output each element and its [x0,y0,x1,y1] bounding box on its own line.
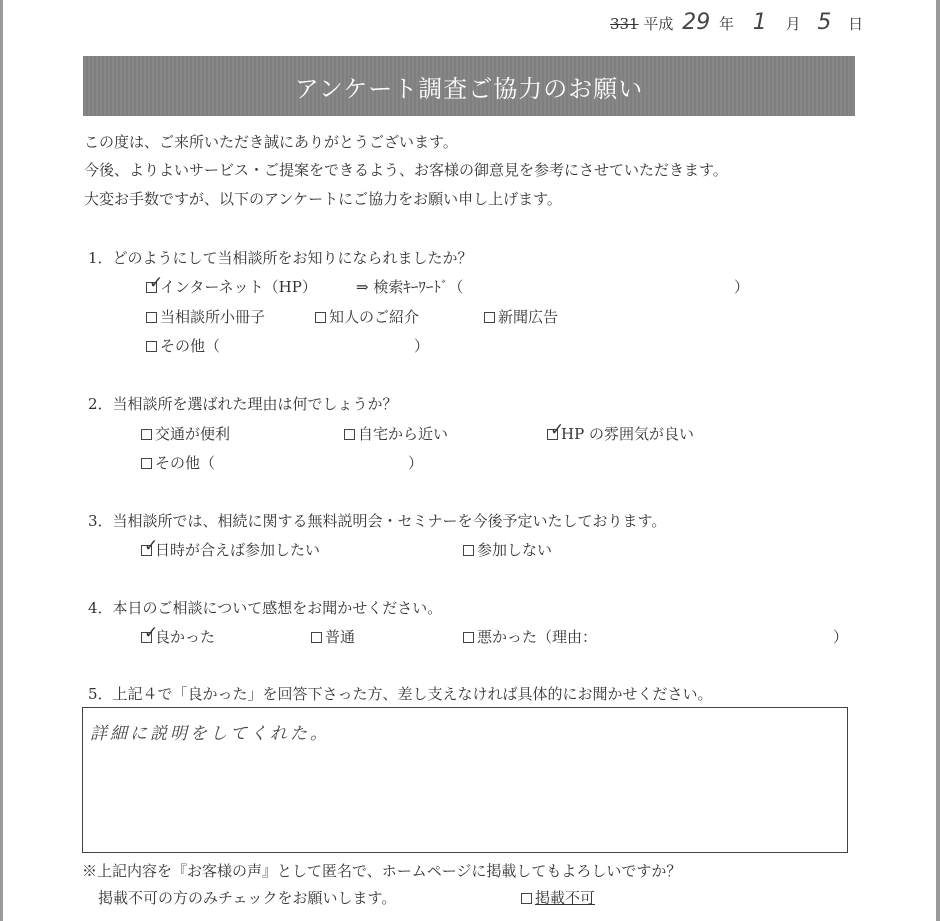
checkbox[interactable] [315,312,326,323]
q4-bad-close: ） [833,628,849,646]
title-banner: アンケート調査ご協力のお願い [83,56,855,116]
q2-other-close: ） [408,454,424,472]
checkbox[interactable] [311,632,322,643]
footer-option-no-publish[interactable]: 掲載不可 [521,889,595,907]
q5-answer-box[interactable] [82,707,848,853]
checkbox[interactable] [344,429,355,440]
q1-keyword-label: ⇒ 検索ｷｰﾜｰﾄﾞ（ [356,278,464,296]
q4-option-bad[interactable]: 悪かった（理由： [463,628,597,646]
q1-keyword-close: ） [734,278,750,296]
q4-option-average[interactable]: 普通 [311,628,355,646]
q2-option-other[interactable]: その他（ [141,454,215,472]
checkbox-checked[interactable] [146,273,164,293]
q1-option-referral[interactable]: 知人のご紹介 [315,308,419,326]
q5-handwritten-answer: 詳細に説明をしてくれた。 [90,724,330,744]
year-value: 29 [682,10,711,35]
month-unit: 月 [785,15,801,33]
q1-option-newspaper[interactable]: 新聞広告 [484,308,558,326]
q3-option-attend[interactable]: ✓ 日時が合えば参加したい [141,541,320,559]
q1-option-booklet[interactable]: 当相談所小冊子 [146,308,265,326]
q4-question: 4．本日のご相談について感想をお聞かせください。 [88,599,443,617]
checkbox-checked[interactable] [141,536,159,556]
intro-line-2: 今後、よりよいサービス・ご提案をできるよう、お客様の御意見を参考にさせていただきます。 [84,161,728,179]
q1-question: 1．どのようにして当相談所をお知りになられましたか？ [88,249,473,267]
date-line [610,10,864,35]
checkbox-checked[interactable] [547,420,565,440]
scan-left-edge [0,0,3,921]
intro-line-3: 大変お手数ですが、以下のアンケートにご協力をお願い申し上げます。 [84,190,562,208]
checkmark-icon: ✓ [144,623,159,643]
q1-option-internet[interactable]: ✓ インターネット（HP） [146,278,317,296]
q5-question: 5．上記４で「良かった」を回答下さった方、差し支えなければ具体的にお聞かせください。 [88,685,713,703]
scan-right-edge [936,0,940,921]
checkbox[interactable] [141,458,152,469]
footer-line-2: 掲載不可の方のみチェックをお願いします。 [98,889,397,907]
footer-line-1: ※上記内容を『お客様の声』として匿名で、ホームページに掲載してもよろしいですか？ [82,862,682,880]
day-unit: 日 [848,15,864,33]
checkbox-checked[interactable] [141,623,159,643]
q1-other-close: ） [414,337,430,355]
q3-question: 3．当相談所では、相続に関する無料説明会・セミナーを今後予定いたしております。 [88,512,667,530]
q2-option-near-home[interactable]: 自宅から近い [344,425,448,443]
q1-option-other[interactable]: その他（ [146,337,220,355]
day-value: 5 [817,10,832,35]
checkbox[interactable] [141,429,152,440]
checkmark-icon: ✓ [149,273,164,293]
q2-option-hp-atmosphere[interactable]: ✓ HP の雰囲気が良い [547,425,694,443]
checkbox[interactable] [484,312,495,323]
checkmark-icon: ✓ [144,536,159,556]
checkbox[interactable] [146,312,157,323]
intro-line-1: この度は、ご来所いただき誠にありがとうございます。 [84,133,458,151]
year-unit: 年 [719,15,735,33]
crossed-number: 331 [610,15,639,33]
q4-option-good[interactable]: ✓ 良かった [141,628,215,646]
q2-question: 2．当相談所を選ばれた理由は何でしょうか？ [88,395,398,413]
checkbox[interactable] [146,341,157,352]
checkbox[interactable] [463,632,474,643]
q2-option-transport[interactable]: 交通が便利 [141,425,230,443]
checkmark-icon: ✓ [550,420,565,440]
month-value: 1 [752,10,767,35]
q3-option-not-attend[interactable]: 参加しない [463,541,552,559]
era-label: 平成 [643,15,674,33]
checkbox[interactable] [463,545,474,556]
checkbox[interactable] [521,893,532,904]
